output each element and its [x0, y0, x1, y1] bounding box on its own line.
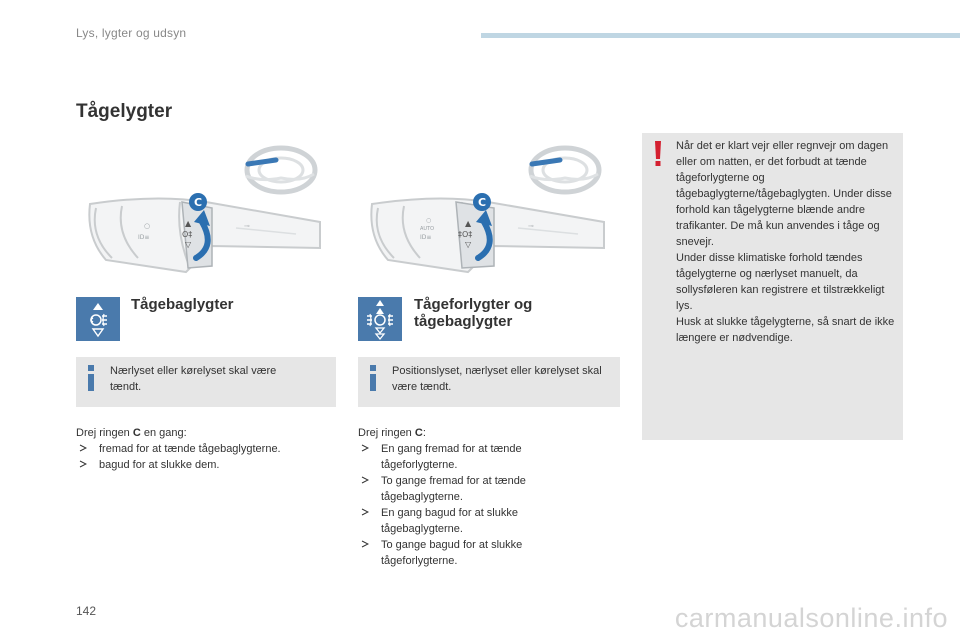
svg-text:‡O‡: ‡O‡ [458, 230, 473, 239]
page-number: 142 [76, 604, 97, 618]
rear-fog-intro: Drej ringen C en gang: [76, 427, 187, 439]
rear-fog-heading: Tågebaglygter [131, 296, 234, 313]
info-icon [86, 365, 96, 391]
svg-text:ID≡: ID≡ [138, 234, 150, 241]
illustration-front-rear-fog-stalk [358, 142, 620, 276]
warning-paragraph: Husk at slukke tågelygterne, så snart de ikke længere er nødvendige. [676, 316, 895, 344]
bullet-arrow-icon [361, 540, 369, 548]
illustration-rear-fog-stalk [76, 142, 336, 276]
bullet-arrow-icon [361, 508, 369, 516]
info-icon [368, 365, 378, 391]
front-rear-fog-instructions [358, 425, 620, 569]
info-text-front-rear: Positionslyset, nærlyset eller kørelyset skal være tændt. [392, 365, 602, 393]
info-text-rear: Nærlyset eller kørelyset skal være tændt. [110, 365, 277, 393]
svg-text:○: ○ [144, 222, 151, 230]
warning-box [642, 133, 903, 440]
svg-text:○: ○ [426, 217, 432, 224]
header-bar [481, 33, 960, 38]
warning-exclamation-icon [654, 141, 662, 167]
watermark: carmanualsonline.info [674, 603, 948, 633]
bullet-arrow-icon [79, 444, 87, 452]
svg-text:ID≡: ID≡ [420, 234, 432, 241]
stalk-auto-text: AUTO [420, 226, 435, 232]
svg-text:⊸: ⊸ [528, 222, 534, 230]
svg-text:▽: ▽ [185, 240, 192, 249]
front-rear-fog-intro: Drej ringen C: [358, 427, 426, 439]
steering-wheel-icon [246, 148, 315, 192]
rear-fog-instructions [76, 425, 336, 473]
list-item: To gange bagud for at slukke tågeforlygterne. [358, 537, 548, 569]
list-item: bagud for at slukke dem. [76, 457, 336, 473]
svg-text:⊸: ⊸ [244, 222, 250, 230]
ring-c-label: C [193, 196, 203, 209]
header-section-title: Lys, lygter og udsyn [76, 26, 187, 40]
front-rear-fog-lamp-icon [358, 297, 402, 341]
steering-wheel-icon [530, 148, 599, 192]
list-item: To gange fremad for at tænde tågebaglygterne. [358, 473, 558, 505]
svg-text:▲: ▲ [465, 219, 472, 228]
bullet-arrow-icon [361, 476, 369, 484]
info-box-front-rear [358, 357, 620, 407]
svg-text:O‡: O‡ [182, 230, 193, 239]
bullet-arrow-icon [361, 444, 369, 452]
warning-paragraph: Under disse klimatiske forhold tændes tågelygterne og nærlyset manuelt, da sollysføleren kan registrere et tilstrækkeligt lys. [676, 252, 885, 312]
list-item: fremad for at tænde tågebaglygterne. [76, 441, 336, 457]
warning-paragraph: Når det er klart vejr eller regnvejr om dagen eller om natten, er det forbudt at tænde tågeforlygterne og tågebaglygterne/tågebaglygten. Under disse forhold kan tågelygterne blænde andre trafikanter. De må kun anvendes i tåge og snevejr. [676, 140, 892, 248]
rear-fog-lamp-icon [76, 297, 120, 341]
warning-text [676, 138, 901, 346]
front-rear-fog-heading: Tågeforlygter og tågebaglygter [414, 296, 533, 330]
page-title: Tågelygter [76, 101, 173, 122]
svg-text:▲: ▲ [185, 219, 192, 228]
list-item: En gang fremad for at tænde tågeforlygterne. [358, 441, 548, 473]
bullet-arrow-icon [79, 460, 87, 468]
ring-c-label: C [477, 196, 487, 209]
list-item: En gang bagud for at slukke tågebaglygterne. [358, 505, 548, 537]
svg-text:▽: ▽ [465, 240, 472, 249]
info-box-rear [76, 357, 336, 407]
